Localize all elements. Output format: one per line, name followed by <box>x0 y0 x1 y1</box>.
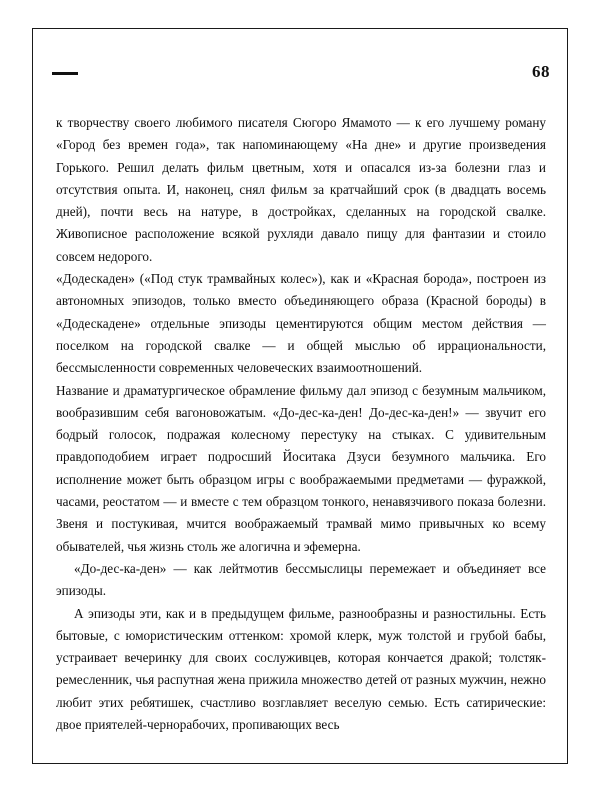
paragraph: Название и драматургическое обрамление фильму дал эпизод с безумным мальчиком, вообразившим себя вагоновожатым. «До-дес-ка-ден! До-дес-ка-ден!» — звучит его бодрый голосок, подражая колесному перестуку на стыках. С удивительным правдоподобием играет подросший Йоситака Дзуси безумного мальчика. Его исполнение может быть образцом игры с воображаемыми предметами — фуражкой, часами, реостатом — и вместе с тем образцом тонкого, ненавязчивого показа болезни. Звеня и постукивая, мчится воображаемый трамвай мимо привычных ко всему обывателей, чья жизнь столь же алогична и эфемерна. <box>56 382 546 554</box>
body-text <box>56 112 546 736</box>
paragraph: «До-дес-ка-ден» — как лейтмотив бессмыслицы перемежает и объединяет все эпизоды. <box>56 560 546 599</box>
paragraph: к творчеству своего любимого писателя Сюгоро Ямамото — к его лучшему роману «Город без времен года», так напоминающему «На дне» и другие произведения Горького. Решил делать фильм цветным, хотя и опасался из-за болезни глаз и отсутствия опыта. И, наконец, снял фильм за кратчайший срок (в двадцать восемь дней), почти весь на натуре, в достройках, сделанных на городской свалке. Живописное расположение всякой рухляди давало пищу для фантазии и стоило совсем недорого. <box>56 115 546 264</box>
page-header <box>52 62 550 88</box>
paragraph: А эпизоды эти, как и в предыдущем фильме, разнообразны и разностильны. Есть бытовые, с юмористическим оттенком: хромой клерк, муж толстой и грубой бабы, устраивает вечеринку для своих сослуживцев, которая кончается дракой; толстяк-ремесленник, чья распутная жена прижила множество детей от разных мужчин, нежно любит этих ребятишек, счастливо возглавляет веселую семью. Есть сатирические: двое приятелей-чернорабочих, пропивающих весь <box>56 605 546 733</box>
page-number: 68 <box>532 62 550 81</box>
header-rule-mark <box>52 72 78 75</box>
paragraph: «Додескаден» («Под стук трамвайных колес»), как и «Красная борода», построен из автономных эпизодов, только вместо объединяющего образа (Красной бороды) в «Додескадене» отдельные эпизоды цементируются общим местом действия — поселком на городской свалке — и общей мыслью об иррациональности, бессмысленности современных человеческих взаимоотношений. <box>56 271 546 376</box>
